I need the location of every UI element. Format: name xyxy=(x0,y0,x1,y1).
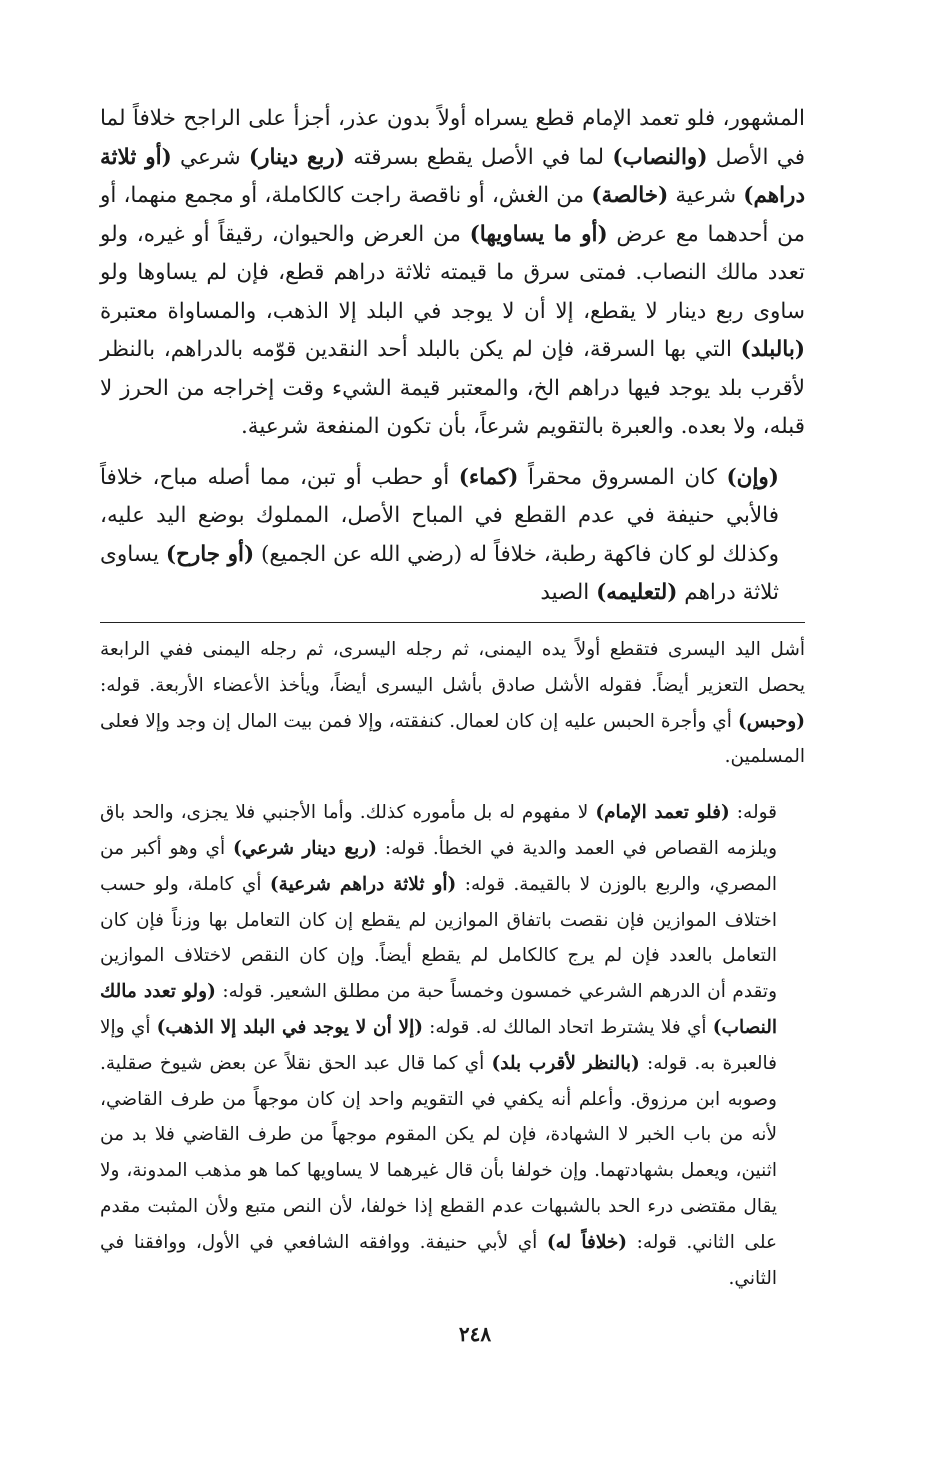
page-number: ٢٤٨ xyxy=(458,1322,492,1346)
main-paragraph-1: المشهور، فلو تعمد الإمام قطع يسراه أولاً بدون عذر، أجزأ على الراجح خلافاً لما في الأصل (والنصاب) لما في الأصل يقطع بسرقته (ربع دينار) شرعي (أو ثلاثة دراهم) شرعية (خالصة) من الغش، أو ناقصة راجت كالكاملة، أو مجمع منهما، أو من أحدهما مع عرض (أو ما يساويها) من العرض والحيوان، رقيقاً أو غيره، ولو تعدد مالك النصاب. فمتى سرق ما قيمته ثلاثة دراهم قطع، فإن لم يساوها ولو ساوى ربع دينار لا يقطع، إلا أن لا يوجد في البلد إلا الذهب، والمساواة معتبرة (بالبلد) التي بها السرقة، فإن لم يكن بالبلد أحد النقدين قوّمه بالدراهم، بالنظر لأقرب بلد يوجد فيها دراهم الخ، والمعتبر قيمة الشيء وقت إخراجه من الحرز لا قبله، ولا بعده. والعبرة بالتقويم شرعاً، بأن تكون المنفعة شرعية. xyxy=(100,106,806,439)
footnotes xyxy=(100,632,805,1296)
footnote-paragraph-1: أشل اليد اليسرى فتقطع أولاً يده اليمنى، ثم رجله اليسرى، ثم رجله اليمنى ففي الرابعة يحصل التعزير أيضاً. فقوله الأشل صادق بأشل اليسرى أيضاً، ويأخذ الأعضاء الأربعة. قوله: (وحبس) أي وأجرة الحبس عليه إن كان لعمال. كنفقته، وإلا فمن بيت المال إن وجد وإلا فعلى المسلمين. xyxy=(100,639,805,768)
main-paragraph-2: (وإن) كان المسروق محقراً (كماء) أو حطب أو تبن، مما أصله مباح، خلافاً فالأبي حنيفة في عدم القطع في المباح الأصل، المملوك بوضع اليد عليه، وكذلك لو كان فاكهة رطبة، خلافاً له (رضي الله عن الجميع) (أو جارح) يساوى ثلاثة دراهم (لتعليمه) الصيد xyxy=(100,464,780,605)
footnote-divider xyxy=(100,622,805,623)
main-text xyxy=(100,100,805,613)
footnote-paragraph-2: قوله: (فلو تعمد الإمام) لا مفهوم له بل مأموره كذلك. وأما الأجنبي فلا يجزى، والحد باق ويلزمه القصاص في العمد والدية في الخطأ. قوله: (ربع دينار شرعي) أي وهو أكبر من المصري، والربع بالوزن لا بالقيمة. قوله: (أو ثلاثة دراهم شرعية) أي كاملة، ولو حسب اختلاف الموازين فإن نقصت باتفاق الموازين لم يقطع إن كان التعامل بها وزناً فإن كان التعامل بالعدد فإن لم يرج كالكامل لم يقطع أيضاً. وإن كان النقص لاختلاف الموازين وتقدم أن الدرهم الشرعي خمسون وخمساً حبة من مطلق الشعير. قوله: (ولو تعدد مالك النصاب) أي فلا يشترط اتحاد المالك له. قوله: (إلا أن لا يوجد في البلد إلا الذهب) أي وإلا فالعبرة به. قوله: (بالنظر لأقرب بلد) أي كما قال عبد الحق نقلاً عن بعض شيوخ صقلية. وصوبه ابن مرزوق. وأعلم أنه يكفي في التقويم واحد إن كان موجهاً من طرف القاضي، لأنه من باب الخبر لا الشهادة، فإن لم يكن المقوم موجهاً من طرف القاضي فلا بد من اثنين، ويعمل بشهادتهما. وإن خولفا بأن قال غيرهما لا يساويها كما هو مذهب المدونة، ولا يقال مقتضى درء الحد بالشبهات عدم القطع إذا خولفا، لأن النص متبع ولأن المثبت مقدم على الثاني. قوله: (خلافاً له) أي لأبي حنيفة. ووافقه الشافعي في الأول، ووافقنا في الثاني. xyxy=(100,802,778,1289)
